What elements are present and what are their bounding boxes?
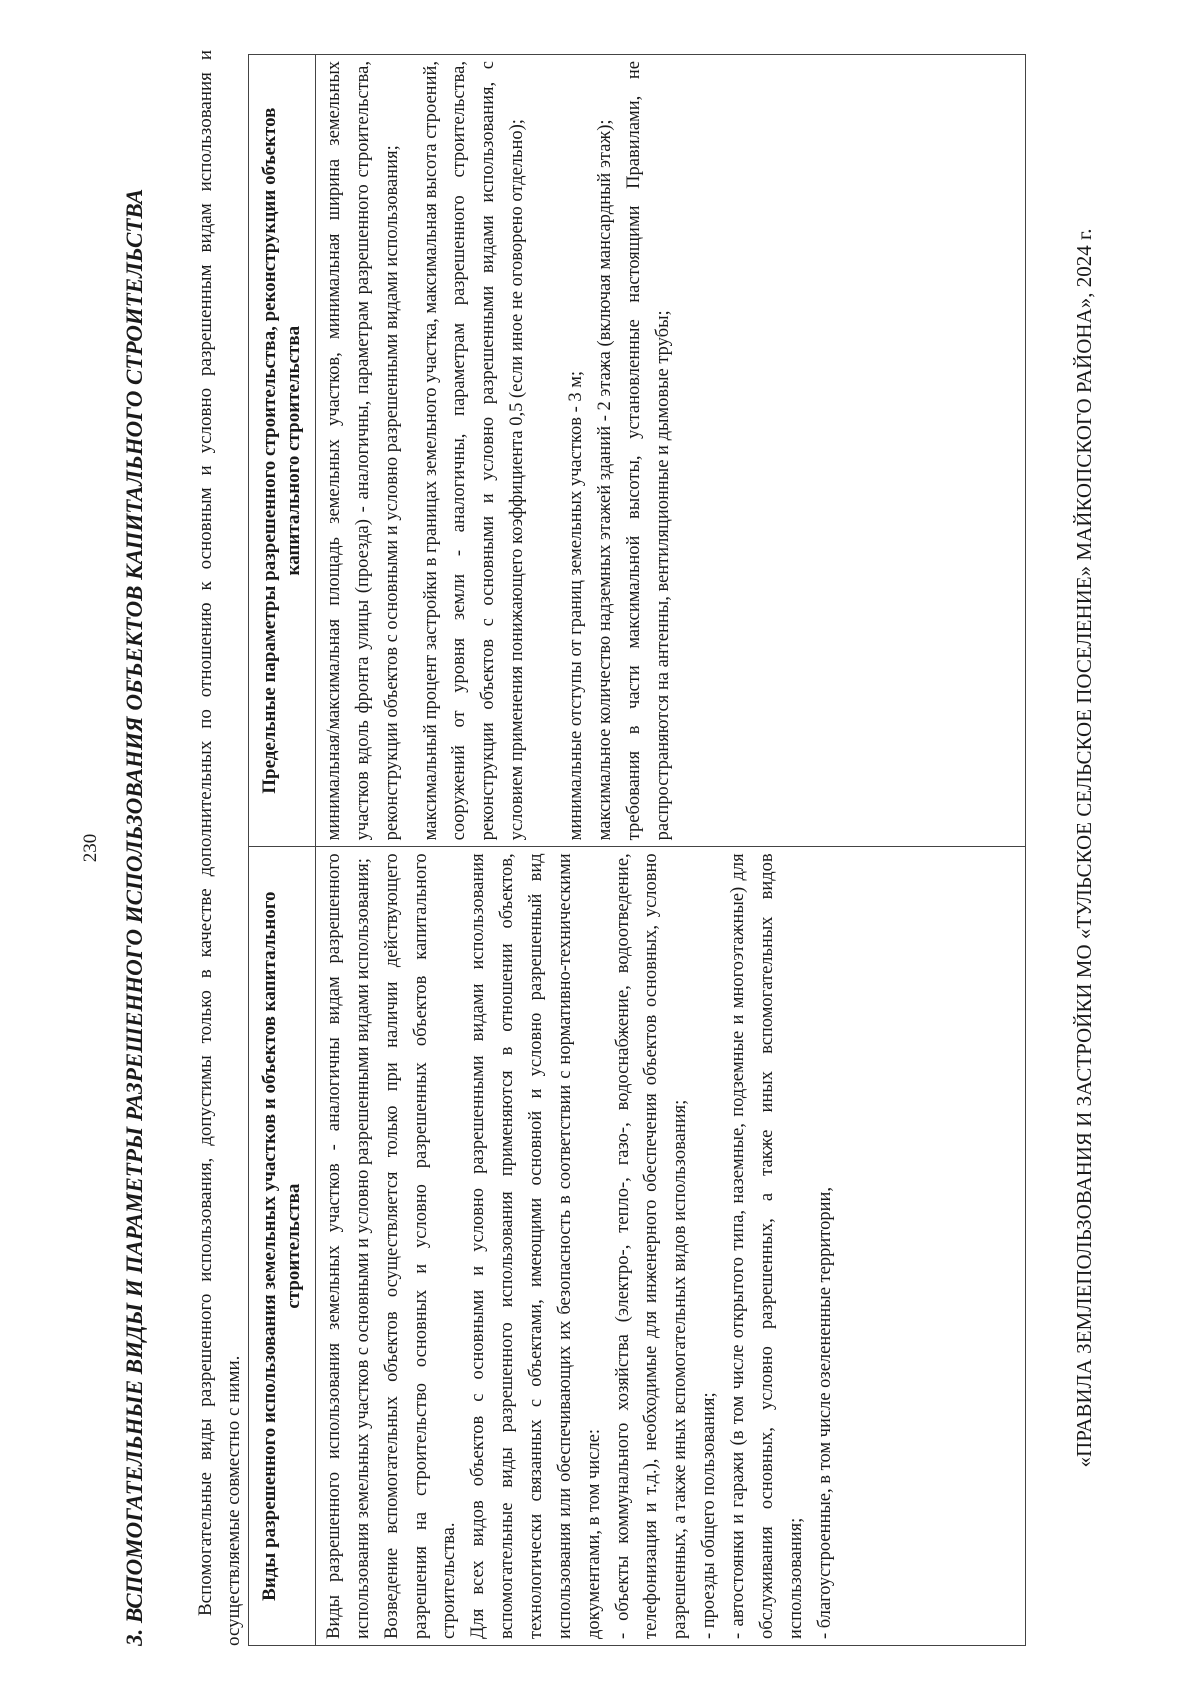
left-paragraph: Виды разрешенного использования земельных участков - аналогичны видам разрешенного использования земельных участков с основными и условно разрешенными видами использования; <box>324 853 373 1639</box>
left-paragraph: - благоустроенные, в том числе озелененные территории, <box>814 1186 835 1639</box>
left-paragraph: - объекты коммунального хозяйства (электро-, тепло-, газо-, водоснабжение, водоотведение, телефонизация и т.д.), необходимые для инженерного обеспечения объектов основных, условно разрешенных, а также иных вспомогательных видов использования; <box>612 853 691 1639</box>
table-header-row <box>249 55 316 1646</box>
right-paragraph: минимальные отступы от границ земельных участков - 3 м; <box>566 370 587 841</box>
land-use-parameters-table <box>248 54 1026 1646</box>
left-paragraph: Для всех видов объектов с основными и условно разрешенными видами использования вспомогательные виды разрешенного использования применяются в отношении объектов, технологически связанных с объектами, имеющими основной и условно разрешенный вид использования или обеспечивающих их безопасность в соответствии с нормативно-техническими документами, в том числе: <box>468 853 604 1639</box>
header-permitted-uses: Виды разрешенного использования земельных участков и объектов капитального строительства <box>249 847 316 1646</box>
left-paragraph: - автостоянки и гаражи (в том числе открытого типа, наземные, подземные и многоэтажные) для обслуживания основных, условно разрешенных, а также иных вспомогательных видов использования; <box>728 853 806 1639</box>
right-paragraph: минимальная/максимальная площадь земельных участков, минимальная ширина земельных участков вдоль фронта улицы (проезда) - аналогичны, параметрам разрешенного строительства, реконструкции объектов с основными и условно разрешенными видами использования; <box>324 61 402 841</box>
limit-parameters-cell <box>316 55 1026 847</box>
right-paragraph: максимальное количество надземных этажей зданий - 2 этажа (включая мансардный этаж); <box>594 119 615 841</box>
left-paragraph: Возведение вспомогательных объектов осуществляется только при наличии действующего разрешения на строительство основных и условно разрешенных объектов капитального строительства. <box>381 853 460 1639</box>
document-page <box>80 38 1120 1658</box>
header-limit-parameters: Предельные параметры разрешенного строительства, реконструкции объектов капитального строительства <box>249 55 316 847</box>
right-paragraph: требования в части максимальной высоты, установленные настоящими Правилами, не распространяются на антенны, вентиляционные и дымовые трубы; <box>623 61 673 841</box>
document-footer: «ПРАВИЛА ЗЕМЛЕПОЛЬЗОВАНИЯ И ЗАСТРОЙКИ МО «ТУЛЬСКОЕ СЕЛЬСКОЕ ПОСЕЛЕНИЕ» МАЙКОПСКОГО РАЙОНА», 2024 г. <box>1072 228 1096 1468</box>
left-paragraph: - проезды общего пользования; <box>699 1392 720 1639</box>
page-number: 230 <box>80 833 101 863</box>
table-row <box>316 55 1026 1646</box>
permitted-uses-cell <box>316 847 1026 1646</box>
right-paragraph: максимальный процент застройки в границах земельного участка, максимальная высота строений, сооружений от уровня земли - аналогичны, параметрам разрешенного строительства, реконструкции объектов с основными и условно разрешенными видами использования, с условием применения понижающего коэффициента 0,5 (если иное не оговорено отдельно); <box>420 61 528 841</box>
section-title: 3. ВСПОМОГАТЕЛЬНЫЕ ВИДЫ И ПАРАМЕТРЫ РАЗРЕШЕННОГО ИСПОЛЬЗОВАНИЯ ОБЪЕКТОВ КАПИТАЛЬНОГО СТРОИТЕЛЬСТВА <box>122 188 147 1646</box>
section-intro: Вспомогательные виды разрешенного использования, допустимы только в качестве дополнительных по отношению к основным и условно разрешенным видам использования и осуществляемые совместно с ними. <box>195 50 244 1646</box>
